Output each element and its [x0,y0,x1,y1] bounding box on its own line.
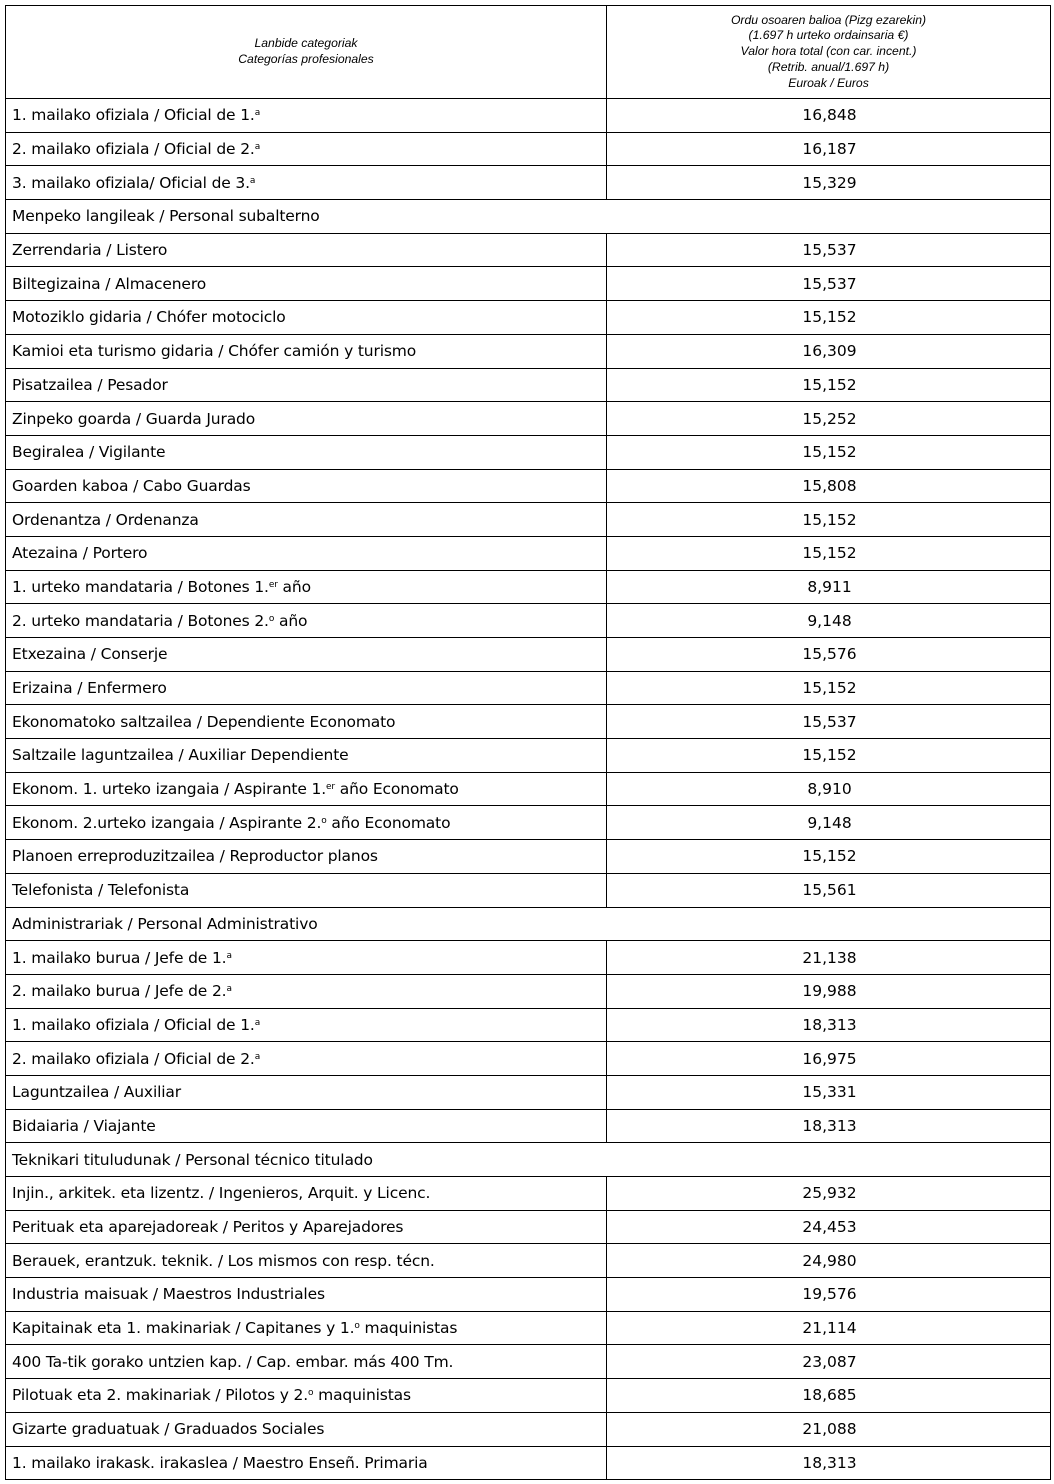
category-label-suffix: año Economato [326,813,451,832]
hourly-value-cell: 15,537 [607,705,1051,739]
ordinal-superscript: a [254,142,261,153]
table-row [6,1075,1051,1109]
hourly-value-cell: 15,152 [607,503,1051,537]
header-value-line: Ordu osoaren balioa (Pizg ezarekin) [730,12,927,27]
ordinal-superscript: er [326,782,335,793]
hourly-value-cell: 23,087 [607,1345,1051,1379]
category-cell [6,739,607,773]
hourly-value-cell: 9,148 [607,604,1051,638]
category-cell [6,1210,607,1244]
category-label-suffix: año [277,577,311,596]
category-cell [6,806,607,840]
category-label: Perituak eta aparejadoreak / Peritos y Aparejadores [12,1218,404,1237]
category-label: Kamioi eta turismo gidaria / Chófer camión y turismo [12,342,417,361]
table-row [6,638,1051,672]
category-cell [6,1177,607,1211]
category-cell [6,469,607,503]
table-row [6,1412,1051,1446]
table-row [6,267,1051,301]
category-label-suffix: año Economato [334,780,459,799]
hourly-value-cell: 15,561 [607,873,1051,907]
header-value-line: Euroak / Euros [788,75,869,90]
section-row [6,1143,1051,1177]
category-cell [6,1379,607,1413]
category-cell [6,1008,607,1042]
table-row [6,1311,1051,1345]
category-label: Industria maisuak / Maestros Industriales [12,1285,325,1304]
category-cell [6,402,607,436]
ordinal-superscript: o [354,1321,360,1332]
section-heading: Teknikari tituludunak / Personal técnico titulado [6,1143,1051,1177]
category-label: Atezaina / Portero [12,544,148,563]
hourly-value-cell: 15,152 [607,671,1051,705]
hourly-value-cell: 15,152 [607,840,1051,874]
category-cell [6,132,607,166]
category-label: 1. urteko mandataria / Botones 1. [12,577,269,596]
hourly-value-cell: 15,152 [607,301,1051,335]
category-label: 2. mailako burua / Jefe de 2. [12,982,227,1001]
category-cell [6,671,607,705]
table-row [6,301,1051,335]
category-cell [6,301,607,335]
category-cell [6,166,607,200]
category-label: Kapitainak eta 1. makinariak / Capitanes y 1. [12,1319,355,1338]
category-label-suffix: maquinistas [313,1386,411,1405]
category-cell [6,1075,607,1109]
category-cell [6,1042,607,1076]
ordinal-superscript: a [254,1051,261,1062]
hourly-value-cell: 15,808 [607,469,1051,503]
category-label: Injin., arkitek. eta lizentz. / Ingenieros, Arquit. y Licenc. [12,1184,431,1203]
hourly-value-cell: 8,911 [607,570,1051,604]
table-row [6,1008,1051,1042]
category-label: Erizaina / Enfermero [12,679,167,698]
hourly-value-cell: 21,138 [607,941,1051,975]
table-row [6,1345,1051,1379]
category-cell [6,1412,607,1446]
table-row [6,806,1051,840]
category-cell [6,604,607,638]
category-label: Bidaiaria / Viajante [12,1116,156,1135]
category-cell [6,536,607,570]
hourly-value-cell: 25,932 [607,1177,1051,1211]
category-label: 1. mailako ofiziala / Oficial de 1. [12,106,255,125]
category-label: Ordenantza / Ordenanza [12,510,199,529]
category-cell [6,840,607,874]
hourly-value-cell: 18,313 [607,1446,1051,1480]
hourly-value-cell: 15,152 [607,739,1051,773]
table-row [6,671,1051,705]
header-category-line: Categorías profesionales [238,52,374,66]
hourly-value-cell: 24,453 [607,1210,1051,1244]
hourly-value-cell: 15,331 [607,1075,1051,1109]
hourly-value-cell: 16,848 [607,99,1051,133]
category-label: Goarden kaboa / Cabo Guardas [12,476,251,495]
category-cell [6,1109,607,1143]
category-cell [6,1345,607,1379]
table-body [6,99,1051,1480]
table-row [6,570,1051,604]
category-label: Zinpeko goarda / Guarda Jurado [12,409,256,428]
category-cell [6,435,607,469]
table-row [6,1278,1051,1312]
category-label: 2. urteko mandataria / Botones 2. [12,611,269,630]
category-cell [6,772,607,806]
category-cell [6,638,607,672]
category-cell [6,873,607,907]
table-row [6,334,1051,368]
category-label: 2. mailako ofiziala / Oficial de 2. [12,1049,255,1068]
table-row [6,166,1051,200]
hourly-value-cell: 15,152 [607,368,1051,402]
section-row [6,907,1051,941]
category-cell [6,1278,607,1312]
table-row [6,536,1051,570]
table-row [6,1446,1051,1480]
table-row [6,840,1051,874]
hourly-value-cell: 9,148 [607,806,1051,840]
category-label: Telefonista / Telefonista [12,881,190,900]
table-row [6,941,1051,975]
ordinal-superscript: er [268,579,278,590]
category-cell [6,267,607,301]
table-row [6,99,1051,133]
hourly-value-cell: 15,152 [607,536,1051,570]
category-label: Planoen erreproduzitzailea / Reproductor planos [12,847,378,866]
hourly-value-cell: 16,187 [607,132,1051,166]
category-label: 400 Ta-tik gorako untzien kap. / Cap. embar. más 400 Tm. [12,1352,454,1371]
header-value-line: (Retrib. anual/1.697 h) [767,59,890,74]
table-row [6,1244,1051,1278]
category-cell [6,974,607,1008]
category-cell [6,570,607,604]
section-heading: Menpeko langileak / Personal subalterno [6,200,1051,234]
table-row [6,1042,1051,1076]
ordinal-superscript: a [226,950,232,961]
category-label: Berauek, erantzuk. teknik. / Los mismos con resp. técn. [12,1251,435,1270]
table-header-row [6,6,1051,99]
table-row [6,368,1051,402]
hourly-value-cell: 19,988 [607,974,1051,1008]
hourly-value-cell: 18,313 [607,1008,1051,1042]
table-row [6,772,1051,806]
hourly-value-cell: 16,975 [607,1042,1051,1076]
table-row [6,1210,1051,1244]
table-row [6,132,1051,166]
category-label: Ekonom. 2.urteko izangaia / Aspirante 2. [12,813,322,832]
hourly-value-cell: 8,910 [607,772,1051,806]
header-category-line: Lanbide categoriak [254,36,358,51]
category-label: 2. mailako ofiziala / Oficial de 2. [12,140,255,159]
header-value [607,6,1051,99]
category-label: Ekonomatoko saltzailea / Dependiente Economato [12,712,396,731]
category-label: 1. mailako ofiziala / Oficial de 1. [12,1015,255,1034]
category-cell [6,1311,607,1345]
category-cell [6,503,607,537]
category-label: 3. mailako ofiziala/ Oficial de 3. [12,173,250,192]
hourly-value-cell: 15,152 [607,435,1051,469]
category-label: Motoziklo gidaria / Chófer motociclo [12,308,286,327]
category-label: Saltzaile laguntzailea / Auxiliar Dependiente [12,746,349,765]
header-value-line: (1.697 h urteko ordainsaria €) [748,28,909,43]
category-label: Laguntzailea / Auxiliar [12,1083,181,1102]
table-row [6,1109,1051,1143]
category-label-suffix: maquinistas [359,1319,458,1338]
hourly-value-cell: 18,313 [607,1109,1051,1143]
category-label: Ekonom. 1. urteko izangaia / Aspirante 1. [12,780,326,799]
hourly-value-cell: 15,537 [607,267,1051,301]
ordinal-superscript: a [254,108,261,119]
category-label: 1. mailako irakask. irakaslea / Maestro Enseñ. Primaria [12,1453,428,1472]
category-cell [6,705,607,739]
table-row [6,233,1051,267]
category-label: Begiralea / Vigilante [12,443,166,462]
hourly-value-cell: 24,980 [607,1244,1051,1278]
ordinal-superscript: a [249,175,256,186]
hourly-value-cell: 19,576 [607,1278,1051,1312]
category-cell [6,941,607,975]
category-cell [6,1446,607,1480]
salary-table-container [5,5,1050,1480]
ordinal-superscript: o [308,1388,314,1399]
hourly-value-cell: 15,252 [607,402,1051,436]
category-cell [6,99,607,133]
table-row [6,604,1051,638]
table-row [6,503,1051,537]
hourly-value-cell: 21,114 [607,1311,1051,1345]
table-row [6,1177,1051,1211]
category-label: Pilotuak eta 2. makinariak / Pilotos y 2. [12,1386,308,1405]
hourly-value-cell: 15,537 [607,233,1051,267]
category-cell [6,1244,607,1278]
section-heading: Administrariak / Personal Administrativo [6,907,1051,941]
ordinal-superscript: a [254,1017,261,1028]
hourly-value-cell: 21,088 [607,1412,1051,1446]
ordinal-superscript: o [268,613,275,624]
hourly-value-cell: 16,309 [607,334,1051,368]
table-row [6,435,1051,469]
table-row [6,739,1051,773]
table-row [6,1379,1051,1413]
table-row [6,402,1051,436]
category-label: Pisatzailea / Pesador [12,375,168,394]
category-cell [6,233,607,267]
table-row [6,974,1051,1008]
category-label: 1. mailako burua / Jefe de 1. [12,948,227,967]
table-row [6,873,1051,907]
ordinal-superscript: o [321,815,327,826]
category-cell [6,334,607,368]
hourly-value-cell: 15,329 [607,166,1051,200]
hourly-value-cell: 18,685 [607,1379,1051,1413]
hourly-value-cell: 15,576 [607,638,1051,672]
salary-table [5,5,1051,1480]
ordinal-superscript: a [226,984,232,995]
category-label: Biltegizaina / Almacenero [12,274,207,293]
header-value-line: Valor hora total (con car. incent.) [740,44,917,59]
table-row [6,705,1051,739]
category-label: Zerrendaria / Listero [12,241,168,260]
header-category [6,6,607,99]
category-cell [6,368,607,402]
category-label: Etxezaina / Conserje [12,645,168,664]
table-row [6,469,1051,503]
category-label: Gizarte graduatuak / Graduados Sociales [12,1420,325,1439]
section-row [6,200,1051,234]
category-label-suffix: año [274,611,308,630]
